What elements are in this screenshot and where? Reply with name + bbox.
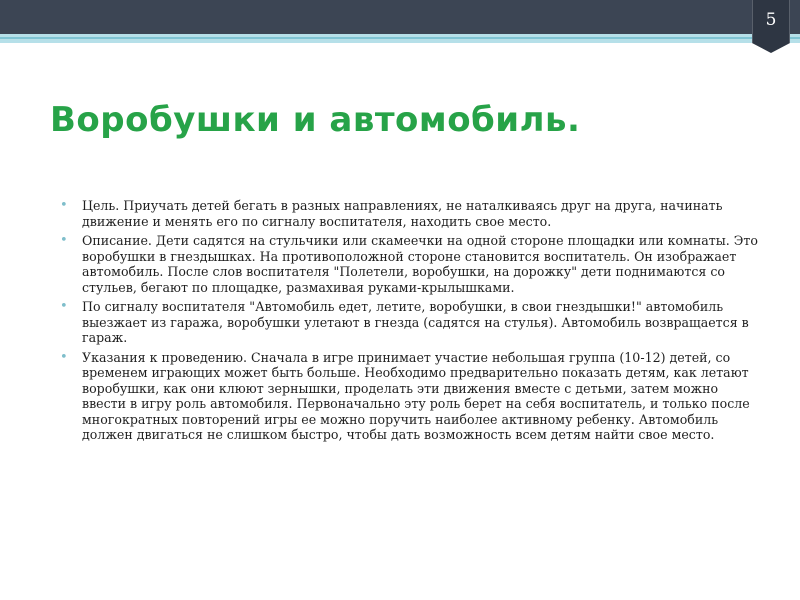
bullet-item-signal [60, 299, 758, 346]
bullet-item-goal [60, 198, 758, 229]
bullet-item-description [60, 233, 758, 295]
bullet-list [60, 198, 758, 447]
accent-line [0, 37, 800, 39]
bullet-text: По сигналу воспитателя "Автомобиль едет, летите, воробушки, в свои гнездышки!" автомобиль выезжает из гаража, воробушки улетают в гнезда (садятся на стулья). Автомобиль возвращается в гараж. [82, 299, 749, 345]
bullet-item-instructions [60, 350, 758, 443]
slide-number: 5 [765, 10, 777, 30]
header-bar [0, 0, 800, 34]
bullet-text: Цель. Приучать детей бегать в разных направлениях, не наталкиваясь друг на друга, начинать движение и менять его по сигналу воспитателя, находить свое место. [82, 198, 723, 229]
slide-title: Воробушки и автомобиль. [50, 100, 581, 140]
bullet-text: Указания к проведению. Сначала в игре принимает участие небольшая группа (10-12) детей, со временем играющих может быть больше. Необходимо предварительно показать детям, как летают воробушки, как они клюют зернышки, проделать эти движения вместе с детьми, затем можно ввести в игру роль автомобиля. Первоначально эту роль берет на себя воспитатель, и только после многократных повторений игры ее можно поручить наиболее активному ребенку. Автомобиль должен двигаться не слишком быстро, чтобы дать возможность всем детям найти свое место. [82, 349, 750, 442]
bullet-marker: • [60, 299, 68, 314]
bullet-marker: • [60, 233, 68, 248]
bullet-marker: • [60, 198, 68, 213]
bullet-marker: • [60, 349, 68, 365]
bullet-text: Описание. Дети садятся на стульчики или скамеечки на одной стороне площадки или комнаты. Это воробушки в гнездышках. На противоположной стороне становится воспитатель. Он изображает автомобиль. После слов воспитателя "Полетели, воробушки, на дорожку" дети поднимаются со стульев, бегают по площадке, размахивая руками-крылышками. [82, 233, 758, 295]
